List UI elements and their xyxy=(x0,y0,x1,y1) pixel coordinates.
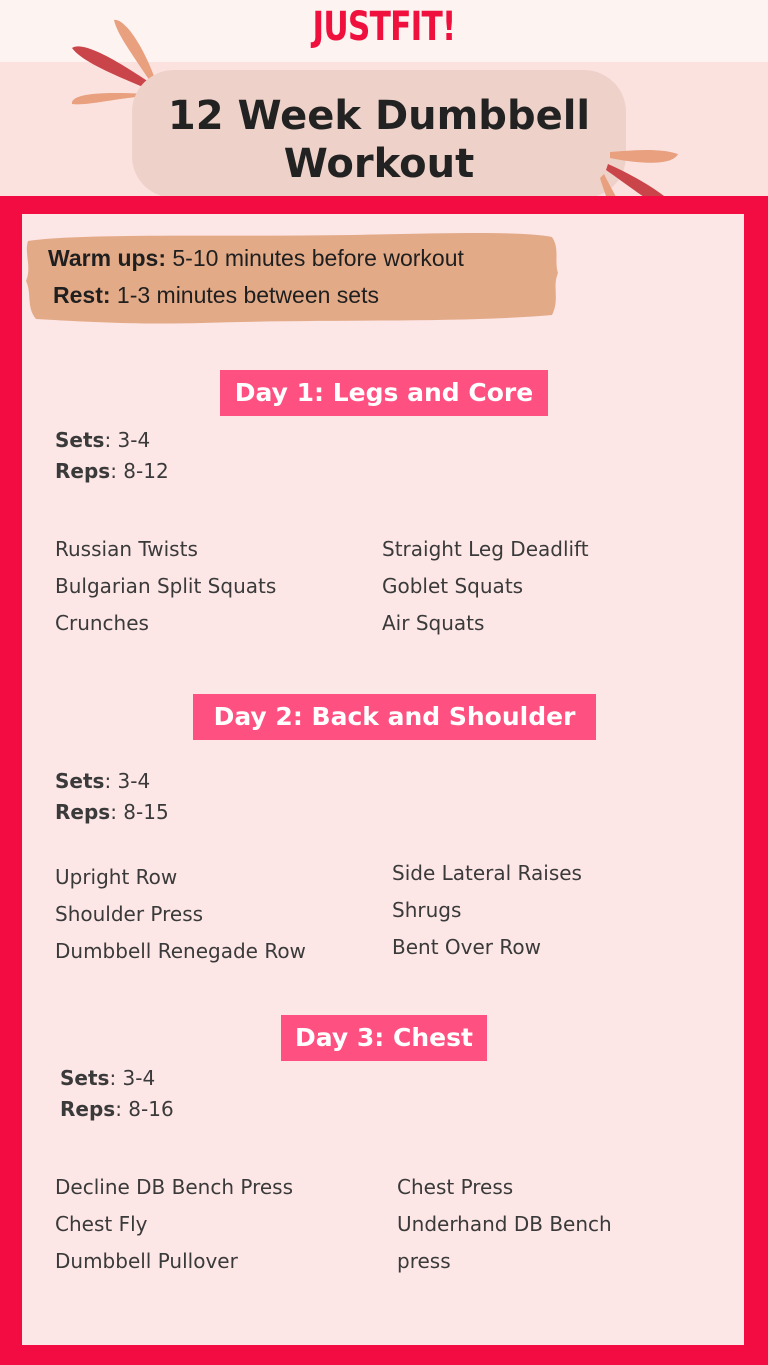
title-line-1: 12 Week Dumbbell xyxy=(167,93,591,139)
note-brush-background xyxy=(22,227,562,329)
exercise-item: Shoulder Press xyxy=(55,902,204,926)
exercise-item: Dumbbell Pullover xyxy=(55,1249,238,1273)
day-3-sets-label: Sets xyxy=(60,1066,110,1090)
day-1-sets xyxy=(55,428,150,452)
day-3-sets-value: : 3-4 xyxy=(109,1066,156,1090)
day-2-sets-label: Sets xyxy=(55,769,105,793)
warmups-label: Warm ups: xyxy=(48,245,166,271)
exercise-item: Upright Row xyxy=(55,865,178,889)
exercise-item: Dumbbell Renegade Row xyxy=(55,939,306,963)
day-1-sets-label: Sets xyxy=(55,428,105,452)
exercise-item: press xyxy=(397,1249,451,1273)
exercise-item: Russian Twists xyxy=(55,537,198,561)
exercise-item: Air Squats xyxy=(382,611,485,635)
exercise-item: Chest Fly xyxy=(55,1212,148,1236)
page-title xyxy=(132,92,626,188)
exercise-item: Underhand DB Bench xyxy=(397,1212,612,1236)
day-1-reps-value: : 8-12 xyxy=(110,459,169,483)
exercise-item: Straight Leg Deadlift xyxy=(382,537,589,561)
exercise-item: Bulgarian Split Squats xyxy=(55,574,277,598)
day-3-reps-label: Reps xyxy=(60,1097,116,1121)
day-3-reps-value: : 8-16 xyxy=(115,1097,174,1121)
brand-logo: JUSTFIT! xyxy=(312,4,456,50)
day-1-sets-value: : 3-4 xyxy=(104,428,151,452)
rest-line xyxy=(53,282,379,309)
day-3-heading: Day 3: Chest xyxy=(281,1015,487,1061)
day-3-sets xyxy=(60,1066,155,1090)
exercise-item: Bent Over Row xyxy=(392,935,541,959)
warmups-value: 5-10 minutes before workout xyxy=(166,245,464,271)
exercise-item: Crunches xyxy=(55,611,149,635)
day-1-reps-label: Reps xyxy=(55,459,111,483)
rest-value: 1-3 minutes between sets xyxy=(110,282,379,308)
day-2-reps xyxy=(55,800,169,824)
exercise-item: Goblet Squats xyxy=(382,574,524,598)
day-3-reps xyxy=(60,1097,174,1121)
day-2-sets xyxy=(55,769,150,793)
day-1-reps xyxy=(55,459,169,483)
day-2-sets-value: : 3-4 xyxy=(104,769,151,793)
exercise-item: Shrugs xyxy=(392,898,462,922)
exercise-item: Decline DB Bench Press xyxy=(55,1175,293,1199)
exercise-item: Side Lateral Raises xyxy=(392,861,582,885)
day-1-heading: Day 1: Legs and Core xyxy=(220,370,548,416)
day-2-reps-value: : 8-15 xyxy=(110,800,169,824)
title-line-2: Workout xyxy=(283,141,475,187)
day-2-reps-label: Reps xyxy=(55,800,111,824)
exercise-item: Chest Press xyxy=(397,1175,514,1199)
warmups-line xyxy=(48,245,464,272)
day-2-heading: Day 2: Back and Shoulder xyxy=(193,694,596,740)
rest-label: Rest: xyxy=(53,282,111,308)
